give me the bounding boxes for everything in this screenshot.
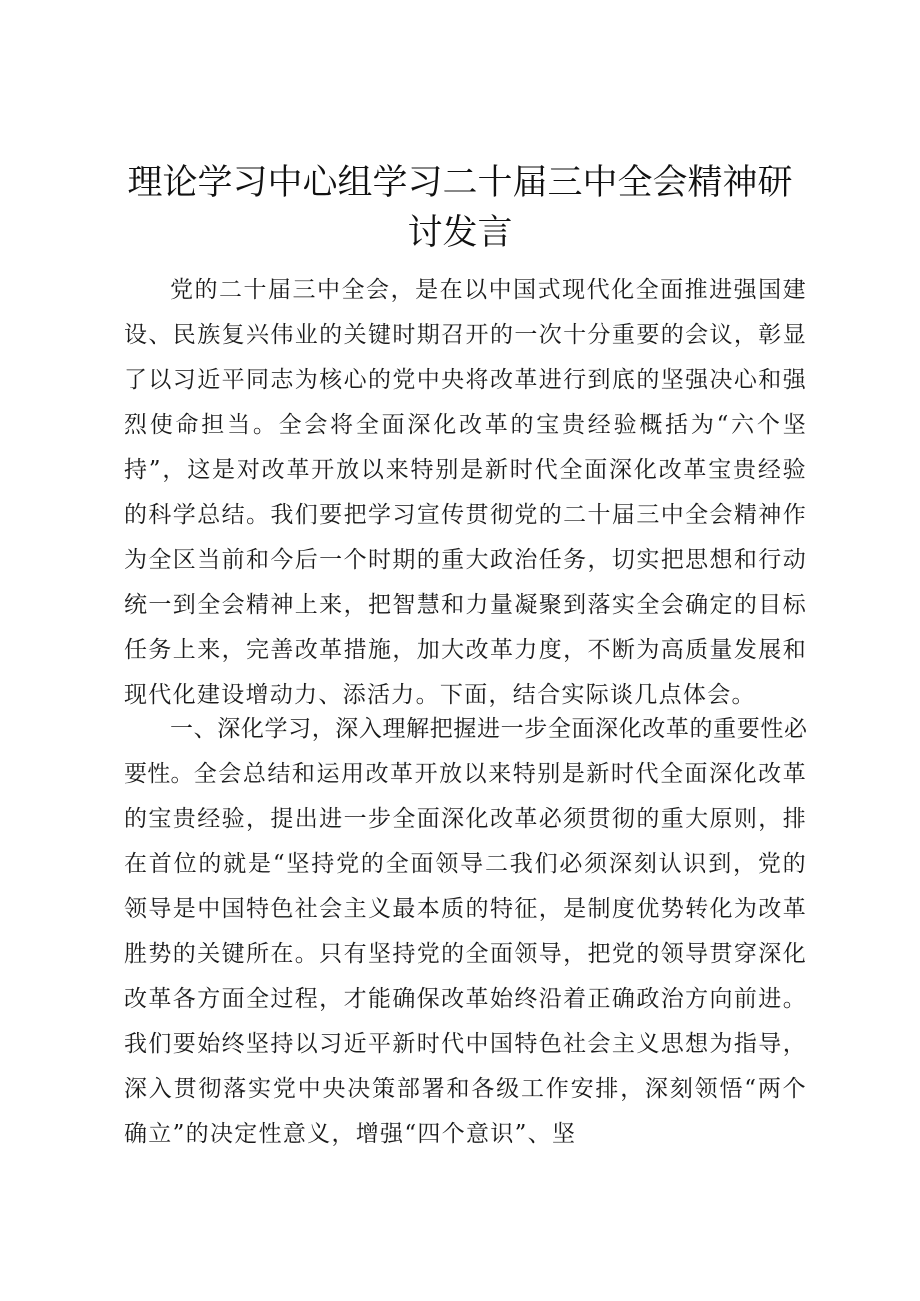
document-title: 理论学习中心组学习二十届三中全会精神研讨发言 — [127, 163, 793, 253]
section-one-heading: 一、深化学习，深入理解把握进一步全面深化改革的重要性必要性。 — [124, 716, 807, 787]
section-one-paragraph — [124, 707, 807, 1157]
intro-paragraph — [124, 268, 807, 718]
section-one-text: 全会总结和运用改革开放以来特别是新时代全面深化改革的宝贵经验，提出进一步全面深化改革必须贯彻的重大原则，排在首位的就是“坚持党的全面领导二我们必须深刻认识到，党的领导是中国特色社会主义最本质的特征，是制度优势转化为改革胜势的关键所在。只有坚持党的全面领导，把党的领导贯穿深化改革各方面全过程，才能确保改革始终沿着正确政治方向前进。我们要始终坚持以习近平新时代中国特色社会主义思想为指导，深入贯彻落实党中央决策部署和各级工作安排，深刻领悟“两个确立”的决定性意义，增强“四个意识”、坚 — [124, 761, 808, 1147]
intro-paragraph-text: 党的二十届三中全会，是在以中国式现代化全面推进强国建设、民族复兴伟业的关键时期召开的一次十分重要的会议，彰显了以习近平同志为核心的党中央将改革进行到底的坚强决心和强烈使命担当。全会将全面深化改革的宝贵经验概括为“六个坚持”，这是对改革开放以来特别是新时代全面深化改革宝贵经验的科学总结。我们要把学习宣传贯彻党的二十届三中全会精神作为全区当前和今后一个时期的重大政治任务，切实把思想和行动统一到全会精神上来，把智慧和力量凝聚到落实全会确定的目标任务上来，完善改革措施，加大改革力度，不断为高质量发展和现代化建设增动力、添活力。下面，结合实际谈几点体会。 — [124, 277, 807, 708]
